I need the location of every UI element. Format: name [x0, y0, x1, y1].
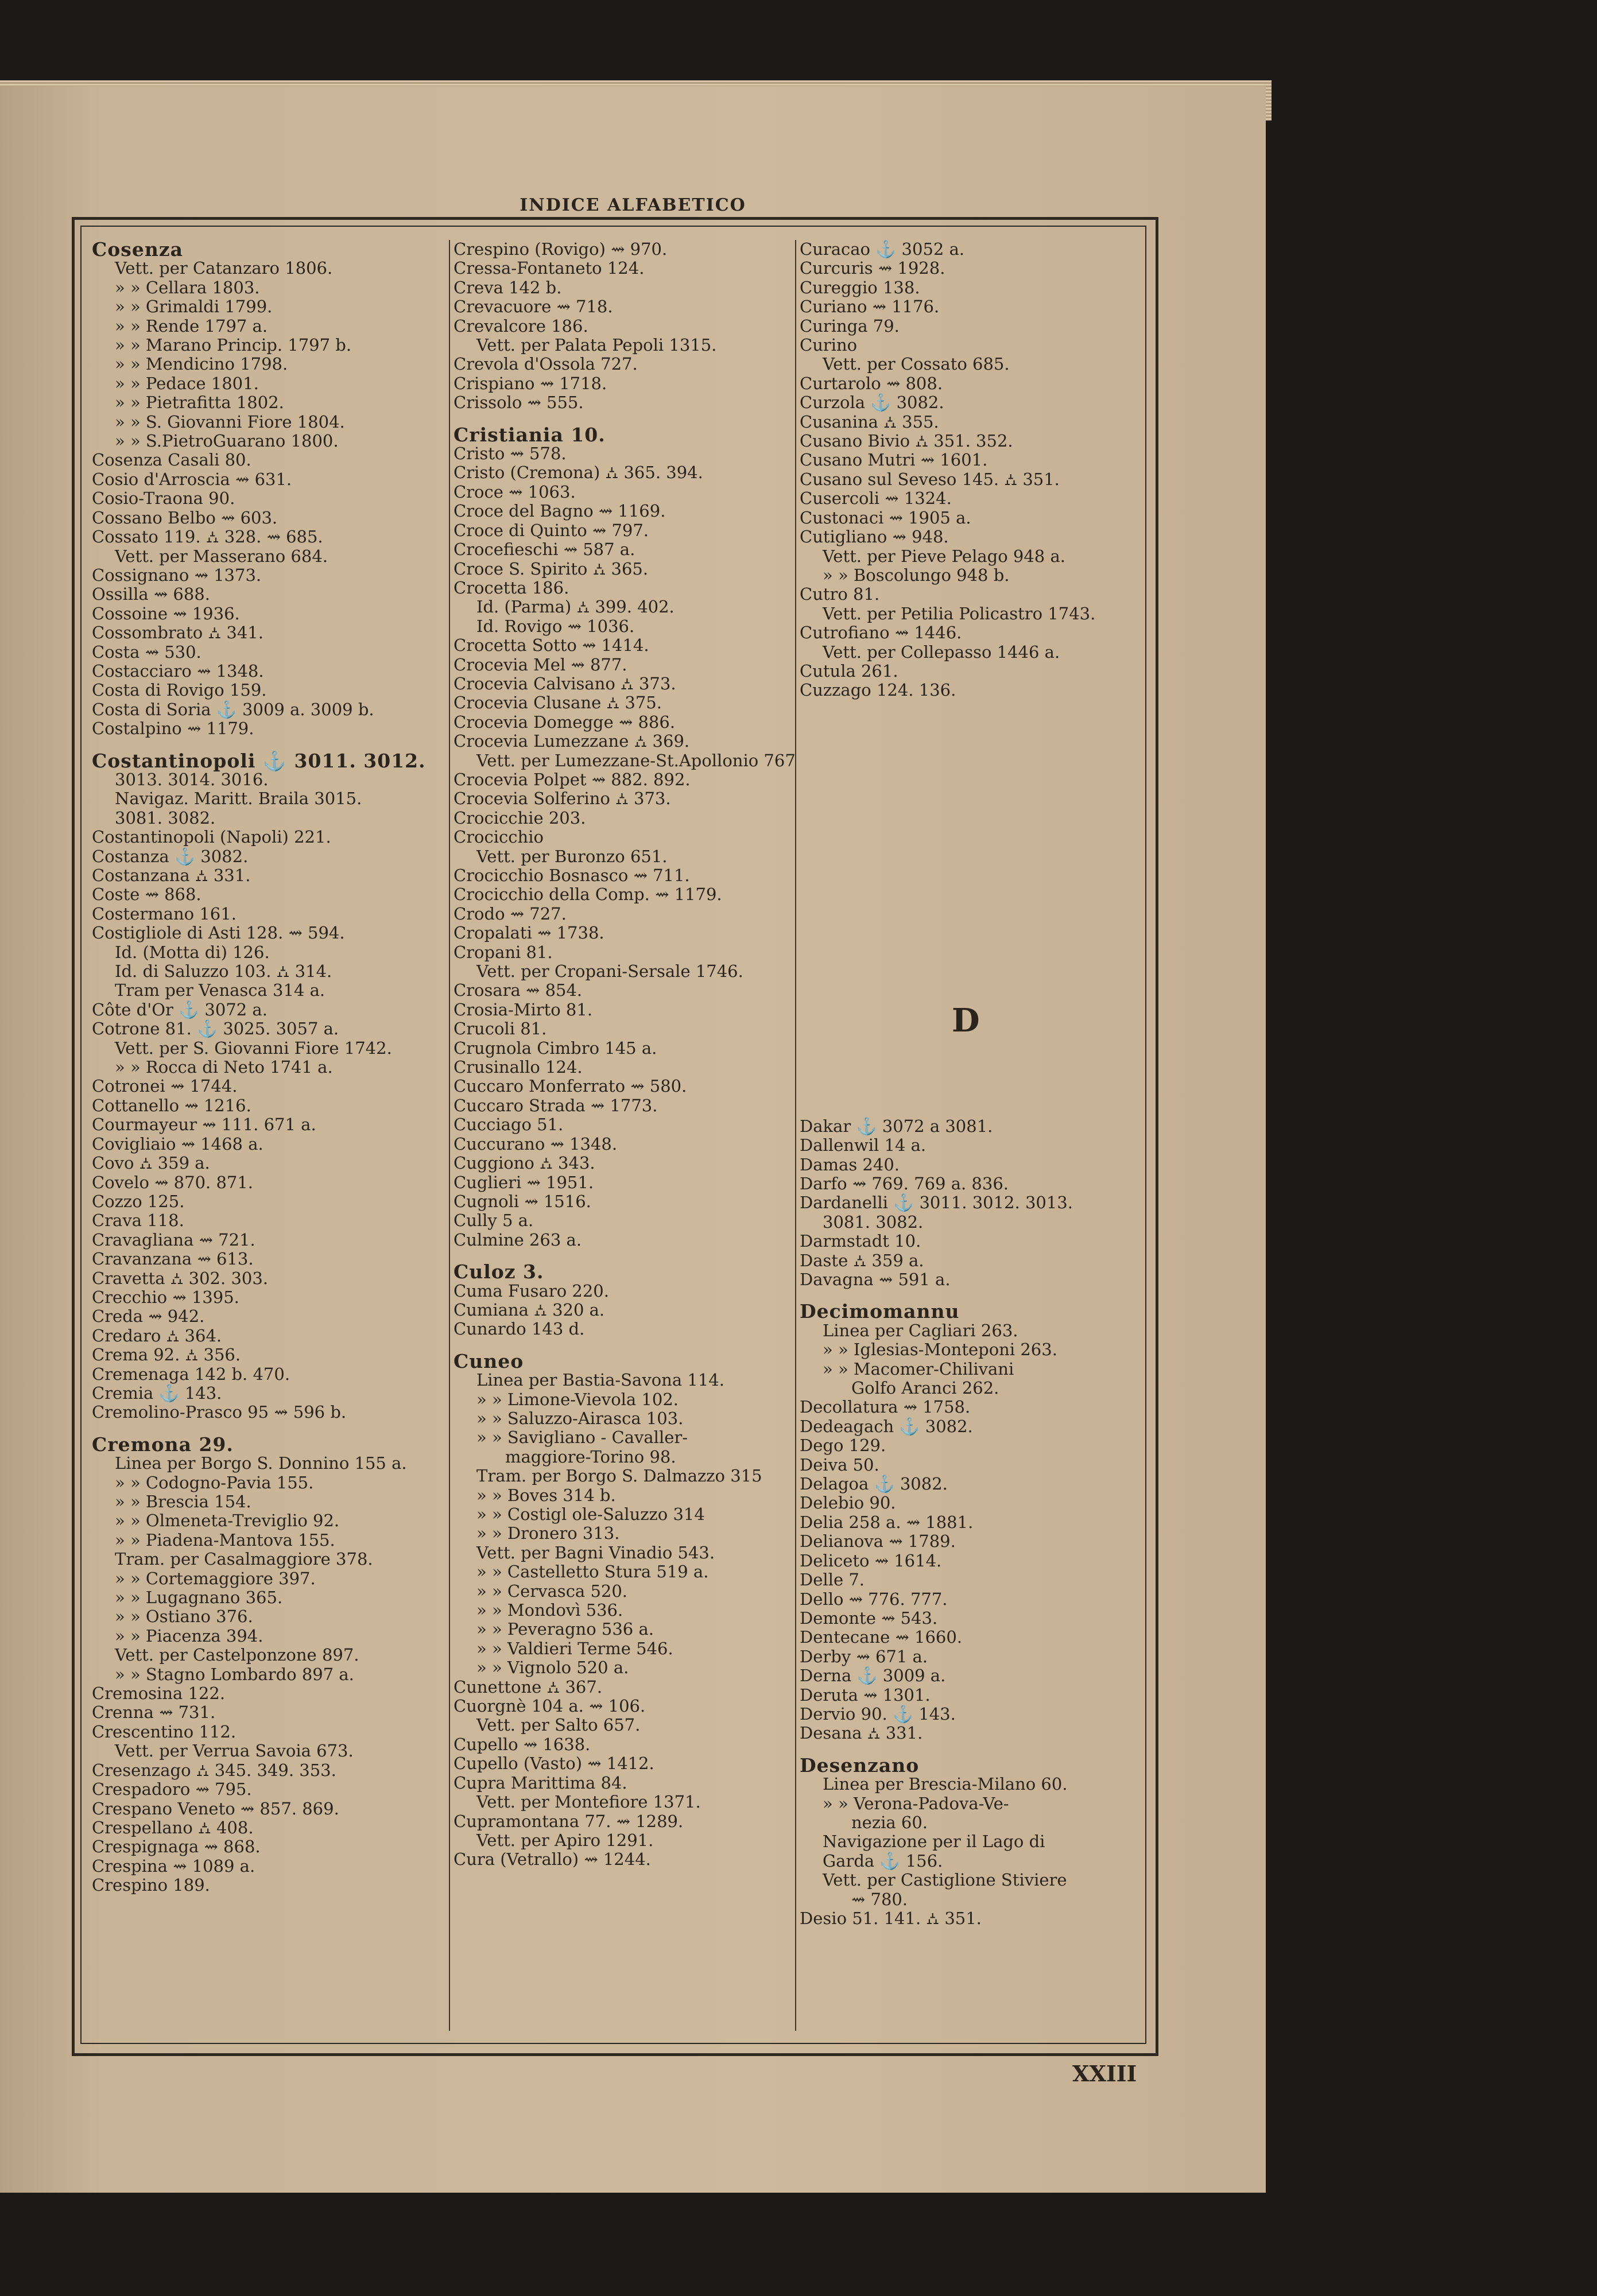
index-entry: Crocevia Polpet ⇝ 882. 892.: [453, 769, 691, 789]
index-entry: Crevalcore 186.: [453, 316, 588, 336]
index-entry: Credaro ⛼ 364.: [92, 1325, 222, 1345]
index-entry: Costa di Soria ⚓ 3009 a. 3009 b.: [92, 699, 374, 719]
index-entry: Cupramontana 77. ⇝ 1289.: [453, 1811, 684, 1831]
index-entry: Cosio d'Arroscia ⇝ 631.: [92, 469, 292, 489]
index-column-2: [449, 240, 798, 2031]
index-entry: » » Mondovì 536.: [476, 1600, 623, 1620]
index-entry: Cotronei ⇝ 1744.: [92, 1076, 238, 1096]
spacer: [800, 915, 1144, 928]
index-entry: Davagna ⇝ 591 a.: [800, 1270, 951, 1289]
index-entry: » » Cortemaggiore 397.: [115, 1568, 316, 1588]
index-entry: Deruta ⇝ 1301.: [800, 1685, 931, 1705]
index-entry: » » Stagno Lombardo 897 a.: [115, 1664, 354, 1684]
index-entry: Cuma Fusaro 220.: [453, 1281, 609, 1301]
index-entry: Costa ⇝ 530.: [92, 642, 201, 662]
index-entry: Cristo ⇝ 578.: [453, 444, 567, 464]
index-entry: Crucoli 81.: [453, 1019, 547, 1039]
index-entry: Cossoine ⇝ 1936.: [92, 603, 240, 623]
index-entry: Deiva 50.: [800, 1455, 879, 1475]
index-entry: Curiano ⇝ 1176.: [800, 297, 940, 317]
index-entry: Delagoa ⚓ 3082.: [800, 1474, 948, 1494]
index-entry: Crocefieschi ⇝ 587 a.: [453, 540, 635, 560]
index-entry: Cosenza Casali 80.: [92, 450, 251, 470]
index-entry: Custonaci ⇝ 1905 a.: [800, 507, 971, 528]
index-entry: Cuccaro Strada ⇝ 1773.: [453, 1095, 658, 1115]
spacer: [800, 940, 1144, 953]
index-entry: Cunardo 143 d.: [453, 1319, 585, 1339]
index-entry: Demonte ⇝ 543.: [800, 1608, 938, 1628]
index-entry: » » Iglesias-Monteponi 263.: [823, 1340, 1057, 1360]
index-entry: » » Rende 1797 a.: [115, 316, 268, 336]
index-entry: Crocetta 186.: [453, 577, 569, 598]
spacer: [800, 1092, 1144, 1104]
index-entry: Curcuris ⇝ 1928.: [800, 258, 945, 278]
index-entry: Courmayeur ⇝ 111. 671 a.: [92, 1115, 316, 1135]
index-entry: Darmstadt 10.: [800, 1231, 921, 1251]
spacer: [800, 965, 1144, 978]
index-entry: Damas 240.: [800, 1154, 900, 1174]
index-entry: Vett. per Collepasso 1446 a.: [823, 642, 1060, 662]
index-entry: Cusanina ⛼ 355.: [800, 412, 939, 432]
index-entry: Cutigliano ⇝ 948.: [800, 527, 949, 547]
index-entry: Tram. per Borgo S. Dalmazzo 315: [476, 1466, 762, 1486]
index-entry: Linea per Borgo S. Donnino 155 a.: [115, 1453, 407, 1473]
index-entry: Covelo ⇝ 870. 871.: [92, 1172, 254, 1192]
index-entry: Vett. per Castelponzone 897.: [115, 1645, 359, 1665]
index-entry: » » Macomer-Chilivani: [823, 1359, 1014, 1379]
index-entry: Cossano Belbo ⇝ 603.: [92, 507, 278, 528]
index-entry: Cossato 119. ⛼ 328. ⇝ 685.: [92, 527, 323, 547]
index-entry: Cugnoli ⇝ 1516.: [453, 1191, 591, 1211]
index-entry: Curino: [800, 335, 858, 355]
index-heading: Cristiania 10.: [453, 423, 606, 446]
spacer: [800, 953, 1144, 965]
spacer: [800, 713, 1144, 726]
index-entry: Darfo ⇝ 769. 769 a. 836.: [800, 1173, 1009, 1193]
index-entry: Costermano 161.: [92, 903, 237, 924]
index-entry: Cremia ⚓ 143.: [92, 1383, 222, 1403]
index-entry: Navigazione per il Lago di: [823, 1832, 1045, 1852]
index-heading: Cremona 29.: [92, 1433, 234, 1456]
index-entry: » » Limone-Vievola 102.: [476, 1389, 679, 1409]
index-entry: Crocevia Mel ⇝ 877.: [453, 654, 627, 674]
index-entry: Tram. per Casalmaggiore 378.: [115, 1549, 373, 1569]
index-entry: Cravanzana ⇝ 613.: [92, 1249, 254, 1269]
index-entry: Crespina ⇝ 1089 a.: [92, 1856, 255, 1876]
index-entry: Crespino 189.: [92, 1875, 210, 1895]
index-entry: Dakar ⚓ 3072 a 3081.: [800, 1116, 993, 1136]
index-entry: » » Olmeneta-Treviglio 92.: [115, 1511, 340, 1531]
index-entry: Crosara ⇝ 854.: [453, 980, 583, 1000]
index-entry: Crusinallo 124.: [453, 1057, 583, 1077]
index-entry: 3013. 3014. 3016.: [115, 769, 269, 789]
index-entry: Crespadoro ⇝ 795.: [92, 1779, 252, 1799]
index-entry: Cuggiono ⛼ 343.: [453, 1153, 595, 1173]
index-entry: Cuglieri ⇝ 1951.: [453, 1172, 594, 1192]
index-heading: Cuneo: [453, 1349, 524, 1372]
spacer: [800, 801, 1144, 814]
index-entry: Vett. per Montefiore 1371.: [476, 1792, 701, 1812]
index-entry: Cuorgnè 104 a. ⇝ 106.: [453, 1696, 646, 1716]
index-entry: Cutrofiano ⇝ 1446.: [800, 623, 962, 643]
index-heading: Culoz 3.: [453, 1261, 544, 1283]
index-entry: Cupello ⇝ 1638.: [453, 1734, 591, 1754]
index-entry: maggiore-Torino 98.: [505, 1446, 676, 1467]
index-entry: Costantinopoli (Napoli) 221.: [92, 827, 331, 847]
index-entry: » » Brescia 154.: [115, 1492, 251, 1511]
index-entry: Desio 51. 141. ⛼ 351.: [800, 1909, 982, 1928]
index-entry: » » S.PietroGuarano 1800.: [115, 431, 339, 451]
spacer: [800, 839, 1144, 852]
index-entry: Croce del Bagno ⇝ 1169.: [453, 501, 666, 521]
spacer: [800, 751, 1144, 763]
index-entry: Derby ⇝ 671 a.: [800, 1646, 928, 1666]
spacer: [800, 928, 1144, 940]
index-entry: Vett. per Salto 657.: [476, 1715, 641, 1735]
index-heading: Decimomannu: [800, 1300, 960, 1323]
index-entry: Cristo (Cremona) ⛼ 365. 394.: [453, 463, 703, 483]
index-entry: ⇝ 780.: [851, 1889, 908, 1909]
index-entry: 3081. 3082.: [115, 808, 216, 828]
index-entry: Cottanello ⇝ 1216.: [92, 1095, 251, 1115]
index-entry: Cunettone ⛼ 367.: [453, 1677, 603, 1697]
index-entry: Curacao ⚓ 3052 a.: [800, 239, 965, 259]
index-entry: Cuzzago 124. 136.: [800, 680, 956, 700]
index-entry: Crema 92. ⛼ 356.: [92, 1345, 241, 1365]
spacer: [800, 1066, 1144, 1079]
index-heading: Costantinopoli ⚓ 3011. 3012.: [92, 749, 426, 772]
index-entry: Id. di Saluzzo 103. ⛼ 314.: [115, 961, 332, 982]
index-entry: » » Saluzzo-Airasca 103.: [476, 1408, 684, 1428]
index-column-1: [92, 240, 436, 1895]
index-entry: Covigliaio ⇝ 1468 a.: [92, 1134, 263, 1154]
spacer: [800, 864, 1144, 877]
index-entry: » » Piacenza 394.: [115, 1626, 263, 1646]
spacer: [800, 1054, 1144, 1066]
index-entry: Vett. per Apiro 1291.: [476, 1830, 654, 1850]
index-entry: » » Piadena-Mantova 155.: [115, 1530, 335, 1550]
index-entry: Cressa-Fontaneto 124.: [453, 258, 645, 278]
index-entry: Cupello (Vasto) ⇝ 1412.: [453, 1754, 654, 1774]
index-entry: nezia 60.: [851, 1812, 928, 1832]
spacer: [800, 1079, 1144, 1092]
index-entry: Cura (Vetrallo) ⇝ 1244.: [453, 1849, 651, 1870]
index-entry: Culmine 263 a.: [453, 1230, 582, 1250]
index-entry: Tram per Venasca 314 a.: [115, 980, 325, 1000]
index-entry: » » Mendicino 1798.: [115, 354, 288, 374]
spacer: [800, 890, 1144, 902]
index-entry: Garda ⚓ 156.: [823, 1851, 943, 1871]
index-entry: Cusano Mutri ⇝ 1601.: [800, 450, 988, 470]
index-entry: Delle 7.: [800, 1570, 865, 1590]
index-entry: Daste ⛼ 359 a.: [800, 1250, 924, 1270]
index-entry: Cupra Marittima 84.: [453, 1773, 627, 1793]
index-entry: Vett. per Castiglione Stiviere: [823, 1870, 1067, 1890]
index-entry: Delebio 90.: [800, 1493, 896, 1513]
index-entry: Cossignano ⇝ 1373.: [92, 565, 262, 585]
index-entry: Cropalati ⇝ 1738.: [453, 923, 604, 943]
index-entry: Dentecane ⇝ 1660.: [800, 1627, 963, 1647]
index-entry: » » Savigliano - Cavaller-: [476, 1428, 688, 1448]
index-entry: Vett. per Palata Pepoli 1315.: [476, 335, 717, 355]
index-entry: Deliceto ⇝ 1614.: [800, 1550, 942, 1570]
index-entry: » » Cellara 1803.: [115, 277, 260, 297]
index-entry: Crocicchio della Comp. ⇝ 1179.: [453, 885, 722, 905]
index-entry: Cozzo 125.: [92, 1191, 185, 1211]
index-entry: Cosio-Traona 90.: [92, 488, 235, 509]
index-entry: Vett. per Verrua Savoia 673.: [115, 1741, 354, 1761]
index-heading: Cosenza: [92, 238, 183, 261]
spacer: [800, 852, 1144, 864]
spacer: [800, 877, 1144, 890]
spacer: [800, 902, 1144, 915]
index-entry: Cuccaro Monferrato ⇝ 580.: [453, 1076, 687, 1096]
index-entry: Crespano Veneto ⇝ 857. 869.: [92, 1798, 339, 1818]
index-entry: Golfo Aranci 262.: [851, 1378, 999, 1398]
index-entry: Crava 118.: [92, 1211, 184, 1231]
index-entry: Crespignaga ⇝ 868.: [92, 1837, 261, 1857]
section-letter: D: [952, 1002, 980, 1040]
index-entry: » » S. Giovanni Fiore 1804.: [115, 412, 345, 432]
index-entry: Côte d'Or ⚓ 3072 a.: [92, 999, 268, 1019]
page-title: INDICE ALFABETICO: [520, 195, 746, 215]
index-entry: Crocicchio Bosnasco ⇝ 711.: [453, 866, 690, 885]
spacer: [800, 1104, 1144, 1117]
index-entry: Cumiana ⛼ 320 a.: [453, 1300, 605, 1320]
index-entry: Cusercoli ⇝ 1324.: [800, 488, 952, 509]
spacer: [800, 763, 1144, 776]
index-entry: Cravagliana ⇝ 721.: [92, 1230, 255, 1250]
index-entry: 3081. 3082.: [823, 1212, 924, 1232]
index-entry: Cully 5 a.: [453, 1211, 534, 1231]
index-entry: Crocevia Clusane ⛼ 375.: [453, 693, 662, 713]
index-entry: Crevola d'Ossola 727.: [453, 354, 638, 374]
index-entry: Cusano Bivio ⛼ 351. 352.: [800, 431, 1013, 451]
index-entry: Navigaz. Maritt. Braila 3015.: [115, 789, 362, 809]
index-entry: Cremenaga 142 b. 470.: [92, 1364, 290, 1384]
index-entry: Linea per Bastia-Savona 114.: [476, 1370, 724, 1390]
index-entry: » » Grimaldi 1799.: [115, 297, 273, 317]
index-entry: Vett. per Catanzaro 1806.: [115, 258, 333, 278]
index-entry: » » Ostiano 376.: [115, 1607, 253, 1627]
index-entry: Vett. per Petilia Policastro 1743.: [823, 603, 1096, 623]
index-entry: Linea per Brescia-Milano 60.: [823, 1774, 1068, 1794]
index-entry: Crodo ⇝ 727.: [453, 903, 567, 924]
index-entry: Croce di Quinto ⇝ 797.: [453, 520, 649, 540]
spacer: [800, 978, 1144, 991]
index-column-3: [795, 240, 1144, 2031]
index-entry: Cusano sul Seveso 145. ⛼ 351.: [800, 469, 1060, 489]
index-entry: Crecchio ⇝ 1395.: [92, 1287, 239, 1307]
index-entry: Croce S. Spirito ⛼ 365.: [453, 559, 649, 579]
index-entry: Vett. per Cossato 685.: [823, 354, 1010, 374]
index-entry: Cravetta ⛼ 302. 303.: [92, 1268, 269, 1288]
index-entry: Costalpino ⇝ 1179.: [92, 719, 254, 739]
index-entry: Crispiano ⇝ 1718.: [453, 373, 607, 393]
index-entry: Vett. per Masserano 684.: [115, 546, 328, 566]
index-entry: Crugnola Cimbro 145 a.: [453, 1038, 657, 1058]
index-entry: Dedeagach ⚓ 3082.: [800, 1416, 973, 1436]
spacer: [800, 1041, 1144, 1054]
index-entry: Vett. per Buronzo 651.: [476, 846, 668, 866]
index-entry: » » Codogno-Pavia 155.: [115, 1472, 314, 1492]
index-entry: Dardanelli ⚓ 3011. 3012. 3013.: [800, 1193, 1073, 1213]
index-entry: Decollatura ⇝ 1758.: [800, 1397, 971, 1417]
index-entry: Dallenwil 14 a.: [800, 1135, 927, 1155]
index-entry: Crocicchie 203.: [453, 808, 586, 828]
index-entry: » » Peveragno 536 a.: [476, 1619, 654, 1639]
index-entry: » » Dronero 313.: [476, 1523, 620, 1543]
index-entry: Cucciago 51.: [453, 1115, 564, 1135]
index-entry: » » Pedace 1801.: [115, 373, 259, 393]
index-entry: Vett. per Cropani-Sersale 1746.: [476, 961, 743, 982]
index-entry: Crocetta Sotto ⇝ 1414.: [453, 635, 649, 656]
index-entry: Crespino (Rovigo) ⇝ 970.: [453, 239, 668, 259]
index-entry: » » Castelletto Stura 519 a.: [476, 1562, 709, 1582]
index-entry: Dervio 90. ⚓ 143.: [800, 1704, 956, 1724]
spacer: [800, 827, 1144, 839]
index-heading: Desenzano: [800, 1754, 920, 1777]
index-entry: Creda ⇝ 942.: [92, 1306, 205, 1327]
index-entry: Crescentino 112.: [92, 1721, 237, 1742]
index-entry: » » Cervasca 520.: [476, 1581, 628, 1601]
index-entry: Vett. per Bagni Vinadio 543.: [476, 1542, 715, 1562]
index-entry: Crevacuore ⇝ 718.: [453, 297, 613, 317]
index-entry: Cureggio 138.: [800, 277, 920, 297]
index-entry: Curzola ⚓ 3082.: [800, 393, 944, 413]
spacer: [800, 789, 1144, 801]
index-entry: Vett. per Pieve Pelago 948 a.: [823, 546, 1065, 566]
index-entry: Vett. per S. Giovanni Fiore 1742.: [115, 1038, 392, 1058]
index-entry: Crocevia Calvisano ⛼ 373.: [453, 673, 676, 693]
index-entry: Costanzana ⛼ 331.: [92, 866, 251, 885]
index-entry: Crespellano ⛼ 408.: [92, 1817, 254, 1837]
index-entry: Linea per Cagliari 263.: [823, 1320, 1018, 1340]
spacer: [800, 814, 1144, 827]
index-entry: Id. Rovigo ⇝ 1036.: [476, 616, 635, 636]
index-entry: Crissolo ⇝ 555.: [453, 393, 584, 413]
index-entry: » » Verona-Padova-Ve-: [823, 1793, 1009, 1813]
index-entry: » » Boves 314 b.: [476, 1485, 616, 1505]
spacer: [800, 700, 1144, 713]
index-entry: Curinga 79.: [800, 316, 900, 336]
index-entry: Cotrone 81. ⚓ 3025. 3057 a.: [92, 1019, 339, 1039]
index-entry: Croce ⇝ 1063.: [453, 482, 576, 502]
index-entry: Curtarolo ⇝ 808.: [800, 373, 943, 393]
index-entry: » » Marano Princip. 1797 b.: [115, 335, 352, 355]
index-entry: Costigliole di Asti 128. ⇝ 594.: [92, 923, 345, 943]
index-entry: Cutro 81.: [800, 584, 880, 604]
index-entry: » » Lugagnano 365.: [115, 1588, 283, 1608]
index-entry: Cutula 261.: [800, 661, 898, 681]
page-number: XXIII: [1072, 2061, 1137, 2086]
index-entry: Coste ⇝ 868.: [92, 885, 201, 905]
index-entry: Creva 142 b.: [453, 277, 562, 297]
index-entry: Crocevia Domegge ⇝ 886.: [453, 712, 676, 732]
index-entry: » » Boscolungo 948 b.: [823, 565, 1010, 585]
index-entry: » » Valdieri Terme 546.: [476, 1638, 673, 1658]
index-entry: Cossombrato ⛼ 341.: [92, 623, 263, 643]
index-entry: Crosia-Mirto 81.: [453, 999, 593, 1019]
index-entry: » » Pietrafitta 1802.: [115, 393, 284, 413]
spacer: [800, 726, 1144, 738]
index-entry: Costa di Rovigo 159.: [92, 680, 267, 700]
index-entry: Crocevia Solferino ⛼ 373.: [453, 789, 671, 809]
index-entry: » » Rocca di Neto 1741 a.: [115, 1057, 333, 1077]
index-entry: Costanza ⚓ 3082.: [92, 846, 249, 866]
spacer: [800, 776, 1144, 789]
index-entry: Vett. per Lumezzane-St.Apollonio 767: [476, 750, 796, 770]
index-entry: Derna ⚓ 3009 a.: [800, 1666, 946, 1686]
index-entry: Dello ⇝ 776. 777.: [800, 1589, 948, 1609]
index-entry: » » Costigl ole-Saluzzo 314: [476, 1504, 705, 1524]
index-entry: Crocevia Lumezzane ⛼ 369.: [453, 731, 690, 751]
index-entry: » » Vignolo 520 a.: [476, 1658, 629, 1678]
index-entry: Covo ⛼ 359 a.: [92, 1153, 210, 1173]
index-entry: Cresenzago ⛼ 345. 349. 353.: [92, 1760, 336, 1780]
index-entry: Id. (Parma) ⛼ 399. 402.: [476, 597, 675, 617]
index-entry: Cuccurano ⇝ 1348.: [453, 1134, 618, 1154]
index-entry: Id. (Motta di) 126.: [115, 942, 270, 962]
index-entry: Crocicchio: [453, 827, 544, 847]
index-entry: Cremosina 122.: [92, 1684, 226, 1704]
index-entry: Costacciaro ⇝ 1348.: [92, 661, 264, 681]
index-entry: Dego 129.: [800, 1436, 886, 1456]
index-entry: Delianova ⇝ 1789.: [800, 1531, 956, 1552]
index-entry: Cropani 81.: [453, 942, 553, 962]
index-entry: Delia 258 a. ⇝ 1881.: [800, 1512, 974, 1532]
spacer: [800, 738, 1144, 751]
index-entry: Ossilla ⇝ 688.: [92, 584, 210, 604]
index-entry: Desana ⛼ 331.: [800, 1723, 923, 1743]
index-entry: Crenna ⇝ 731.: [92, 1702, 216, 1723]
index-entry: Cremolino-Prasco 95 ⇝ 596 b.: [92, 1402, 347, 1422]
